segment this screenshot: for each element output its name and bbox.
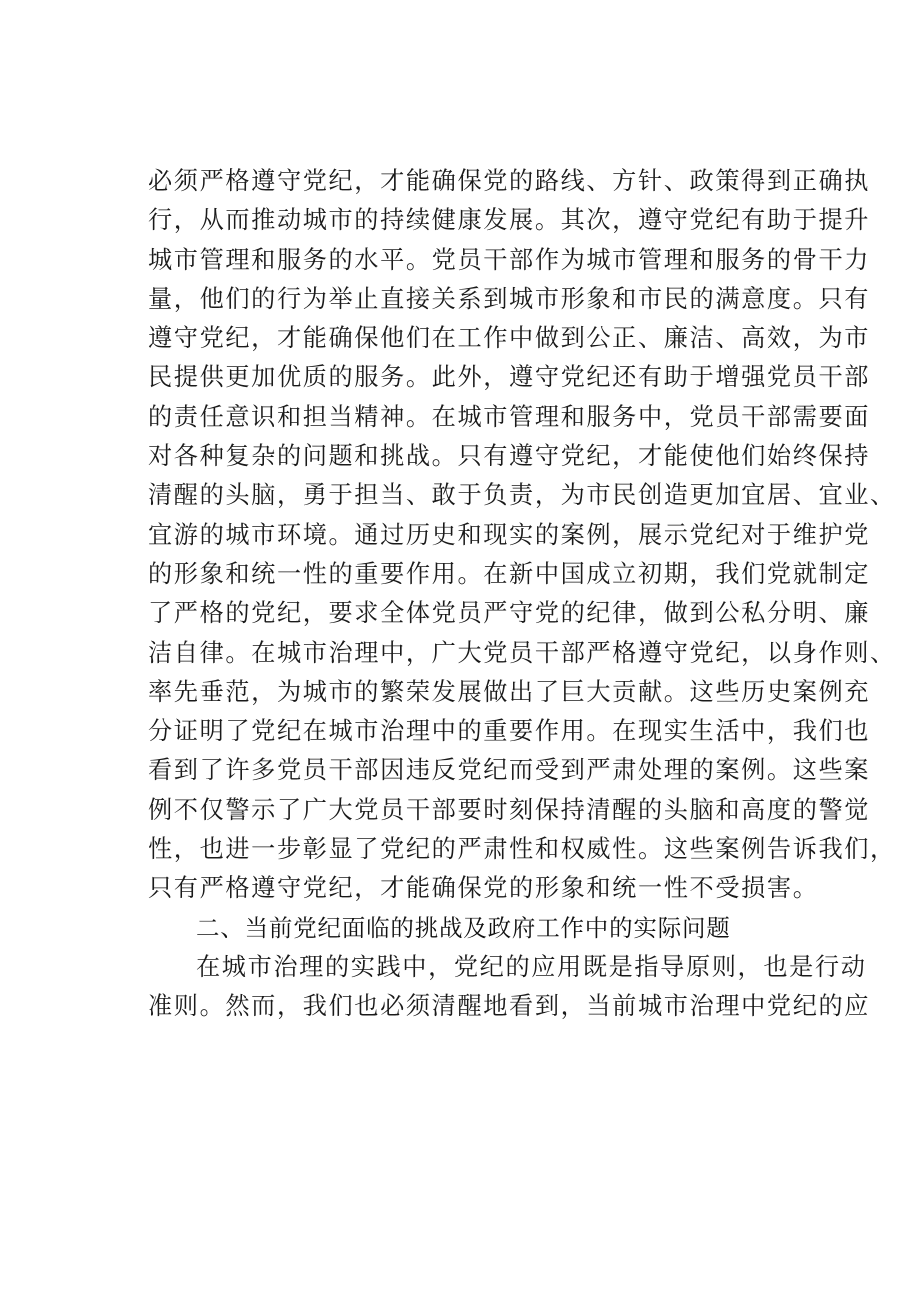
text-line: 率先垂范，为城市的繁荣发展做出了巨大贡献。这些历史案例充 xyxy=(148,677,871,706)
text-line: 的形象和统一性的重要作用。在新中国成立初期，我们党就制定 xyxy=(148,559,871,588)
text-line: 清醒的头脑，勇于担当、敢于负责，为市民创造更加宜居、宜业、 xyxy=(148,481,896,510)
text-line: 行，从而推动城市的持续健康发展。其次，遵守党纪有助于提升 xyxy=(148,206,871,235)
text-line: 准则。然而，我们也必须清醒地看到，当前城市治理中党纪的应 xyxy=(148,992,871,1021)
text-line: 宜游的城市环境。通过历史和现实的案例，展示党纪对于维护党 xyxy=(148,520,871,549)
text-line: 民提供更加优质的服务。此外，遵守党纪还有助于增强党员干部 xyxy=(148,363,871,392)
text-line: 了严格的党纪，要求全体党员严守党的纪律，做到公私分明、廉 xyxy=(148,599,871,628)
text-line: 看到了许多党员干部因违反党纪而受到严肃处理的案例。这些案 xyxy=(148,756,871,785)
document-body xyxy=(148,162,896,1027)
text-line: 的责任意识和担当精神。在城市管理和服务中，党员干部需要面 xyxy=(148,402,871,431)
text-line: 必须严格遵守党纪，才能确保党的路线、方针、政策得到正确执 xyxy=(148,167,871,195)
paragraph xyxy=(148,162,896,909)
text-line: 城市管理和服务的水平。党员干部作为城市管理和服务的骨干力 xyxy=(148,245,871,274)
text-line: 遵守党纪，才能确保他们在工作中做到公正、廉洁、高效，为市 xyxy=(148,324,871,353)
text-line: 量，他们的行为举止直接关系到城市形象和市民的满意度。只有 xyxy=(148,284,871,313)
text-line: 在城市治理的实践中，党纪的应用既是指导原则，也是行动 xyxy=(196,952,867,981)
text-line: 例不仅警示了广大党员干部要时刻保持清醒的头脑和高度的警觉 xyxy=(148,795,871,824)
text-line: 分证明了党纪在城市治理中的重要作用。在现实生活中，我们也 xyxy=(148,717,871,746)
text-line: 对各种复杂的问题和挑战。只有遵守党纪，才能使他们始终保持 xyxy=(148,442,871,471)
text-line: 性，也进一步彰显了党纪的严肃性和权威性。这些案例告诉我们， xyxy=(148,835,896,864)
paragraph xyxy=(148,948,871,1027)
text-line: 只有严格遵守党纪，才能确保党的形象和统一性不受损害。 xyxy=(148,874,819,903)
text-line: 洁自律。在城市治理中，广大党员干部严格遵守党纪，以身作则、 xyxy=(148,638,896,667)
section-heading: 二、当前党纪面临的挑战及政府工作中的实际问题 xyxy=(196,913,731,942)
